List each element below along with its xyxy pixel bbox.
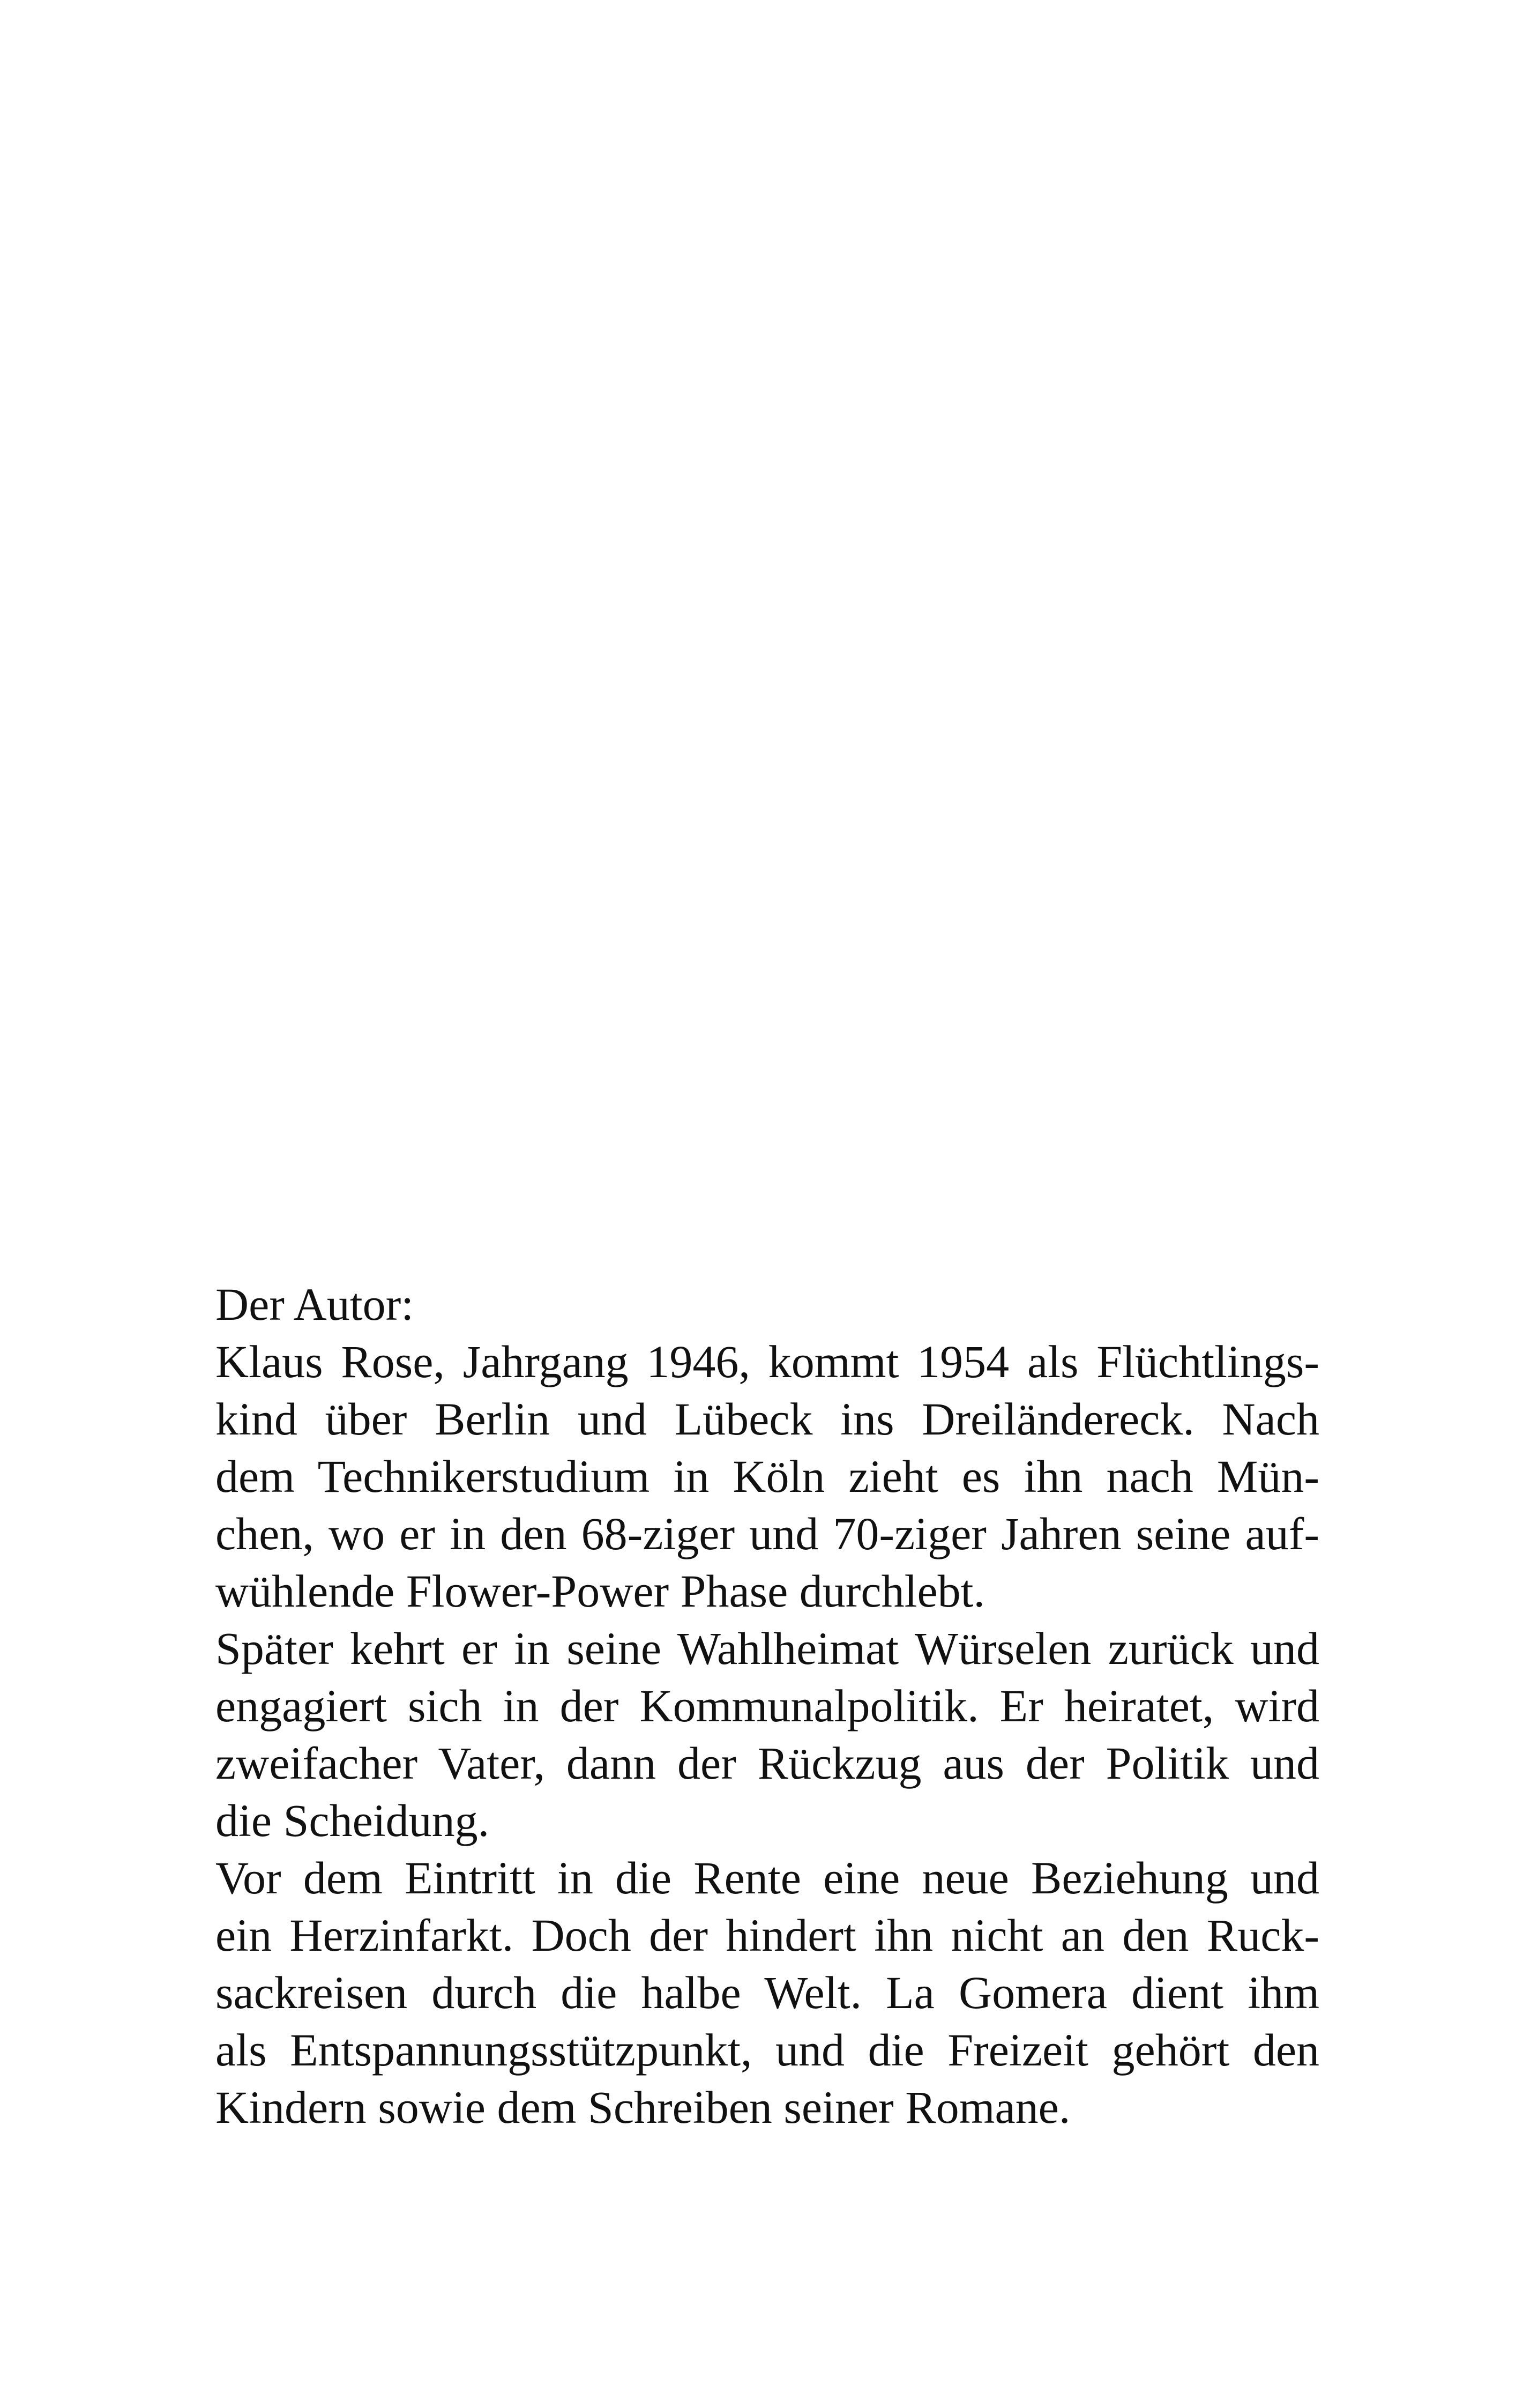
- bio-paragraph-1: [215, 1333, 1319, 1620]
- text-line: chen, wo er in den 68-ziger und 70-ziger Jahren seine auf-: [215, 1508, 1319, 1559]
- text-line: die Scheidung.: [215, 1795, 490, 1846]
- text-line: sackreisen durch die halbe Welt. La Gomera dient ihm: [215, 1967, 1319, 2018]
- text-line: Kindern sowie dem Schreiben seiner Romane.: [215, 2082, 1071, 2133]
- text-line: ein Herzinfarkt. Doch der hindert ihn nicht an den Ruck-: [215, 1909, 1319, 1961]
- text-line: wühlende Flower-Power Phase durchlebt.: [215, 1565, 986, 1617]
- bio-paragraph-3: [215, 1849, 1319, 2136]
- author-heading: Der Autor:: [215, 1279, 414, 1330]
- text-line: Vor dem Eintritt in die Rente eine neue Beziehung und: [215, 1852, 1319, 1904]
- text-line: dem Technikerstudium in Köln zieht es ihn nach Mün-: [215, 1451, 1319, 1502]
- text-line: als Entspannungsstützpunkt, und die Freizeit gehört den: [215, 2024, 1319, 2076]
- text-line: kind über Berlin und Lübeck ins Dreiländereck. Nach: [215, 1393, 1319, 1445]
- text-line: engagiert sich in der Kommunalpolitik. Er heiratet, wird: [215, 1680, 1319, 1731]
- text-line: zweifacher Vater, dann der Rückzug aus der Politik und: [215, 1737, 1319, 1789]
- bio-paragraph-2: [215, 1620, 1319, 1849]
- author-bio: [215, 1276, 1319, 2136]
- text-line: Später kehrt er in seine Wahlheimat Würselen zurück und: [215, 1623, 1319, 1674]
- text-line: Klaus Rose, Jahrgang 1946, kommt 1954 als Flüchtlings-: [215, 1336, 1319, 1387]
